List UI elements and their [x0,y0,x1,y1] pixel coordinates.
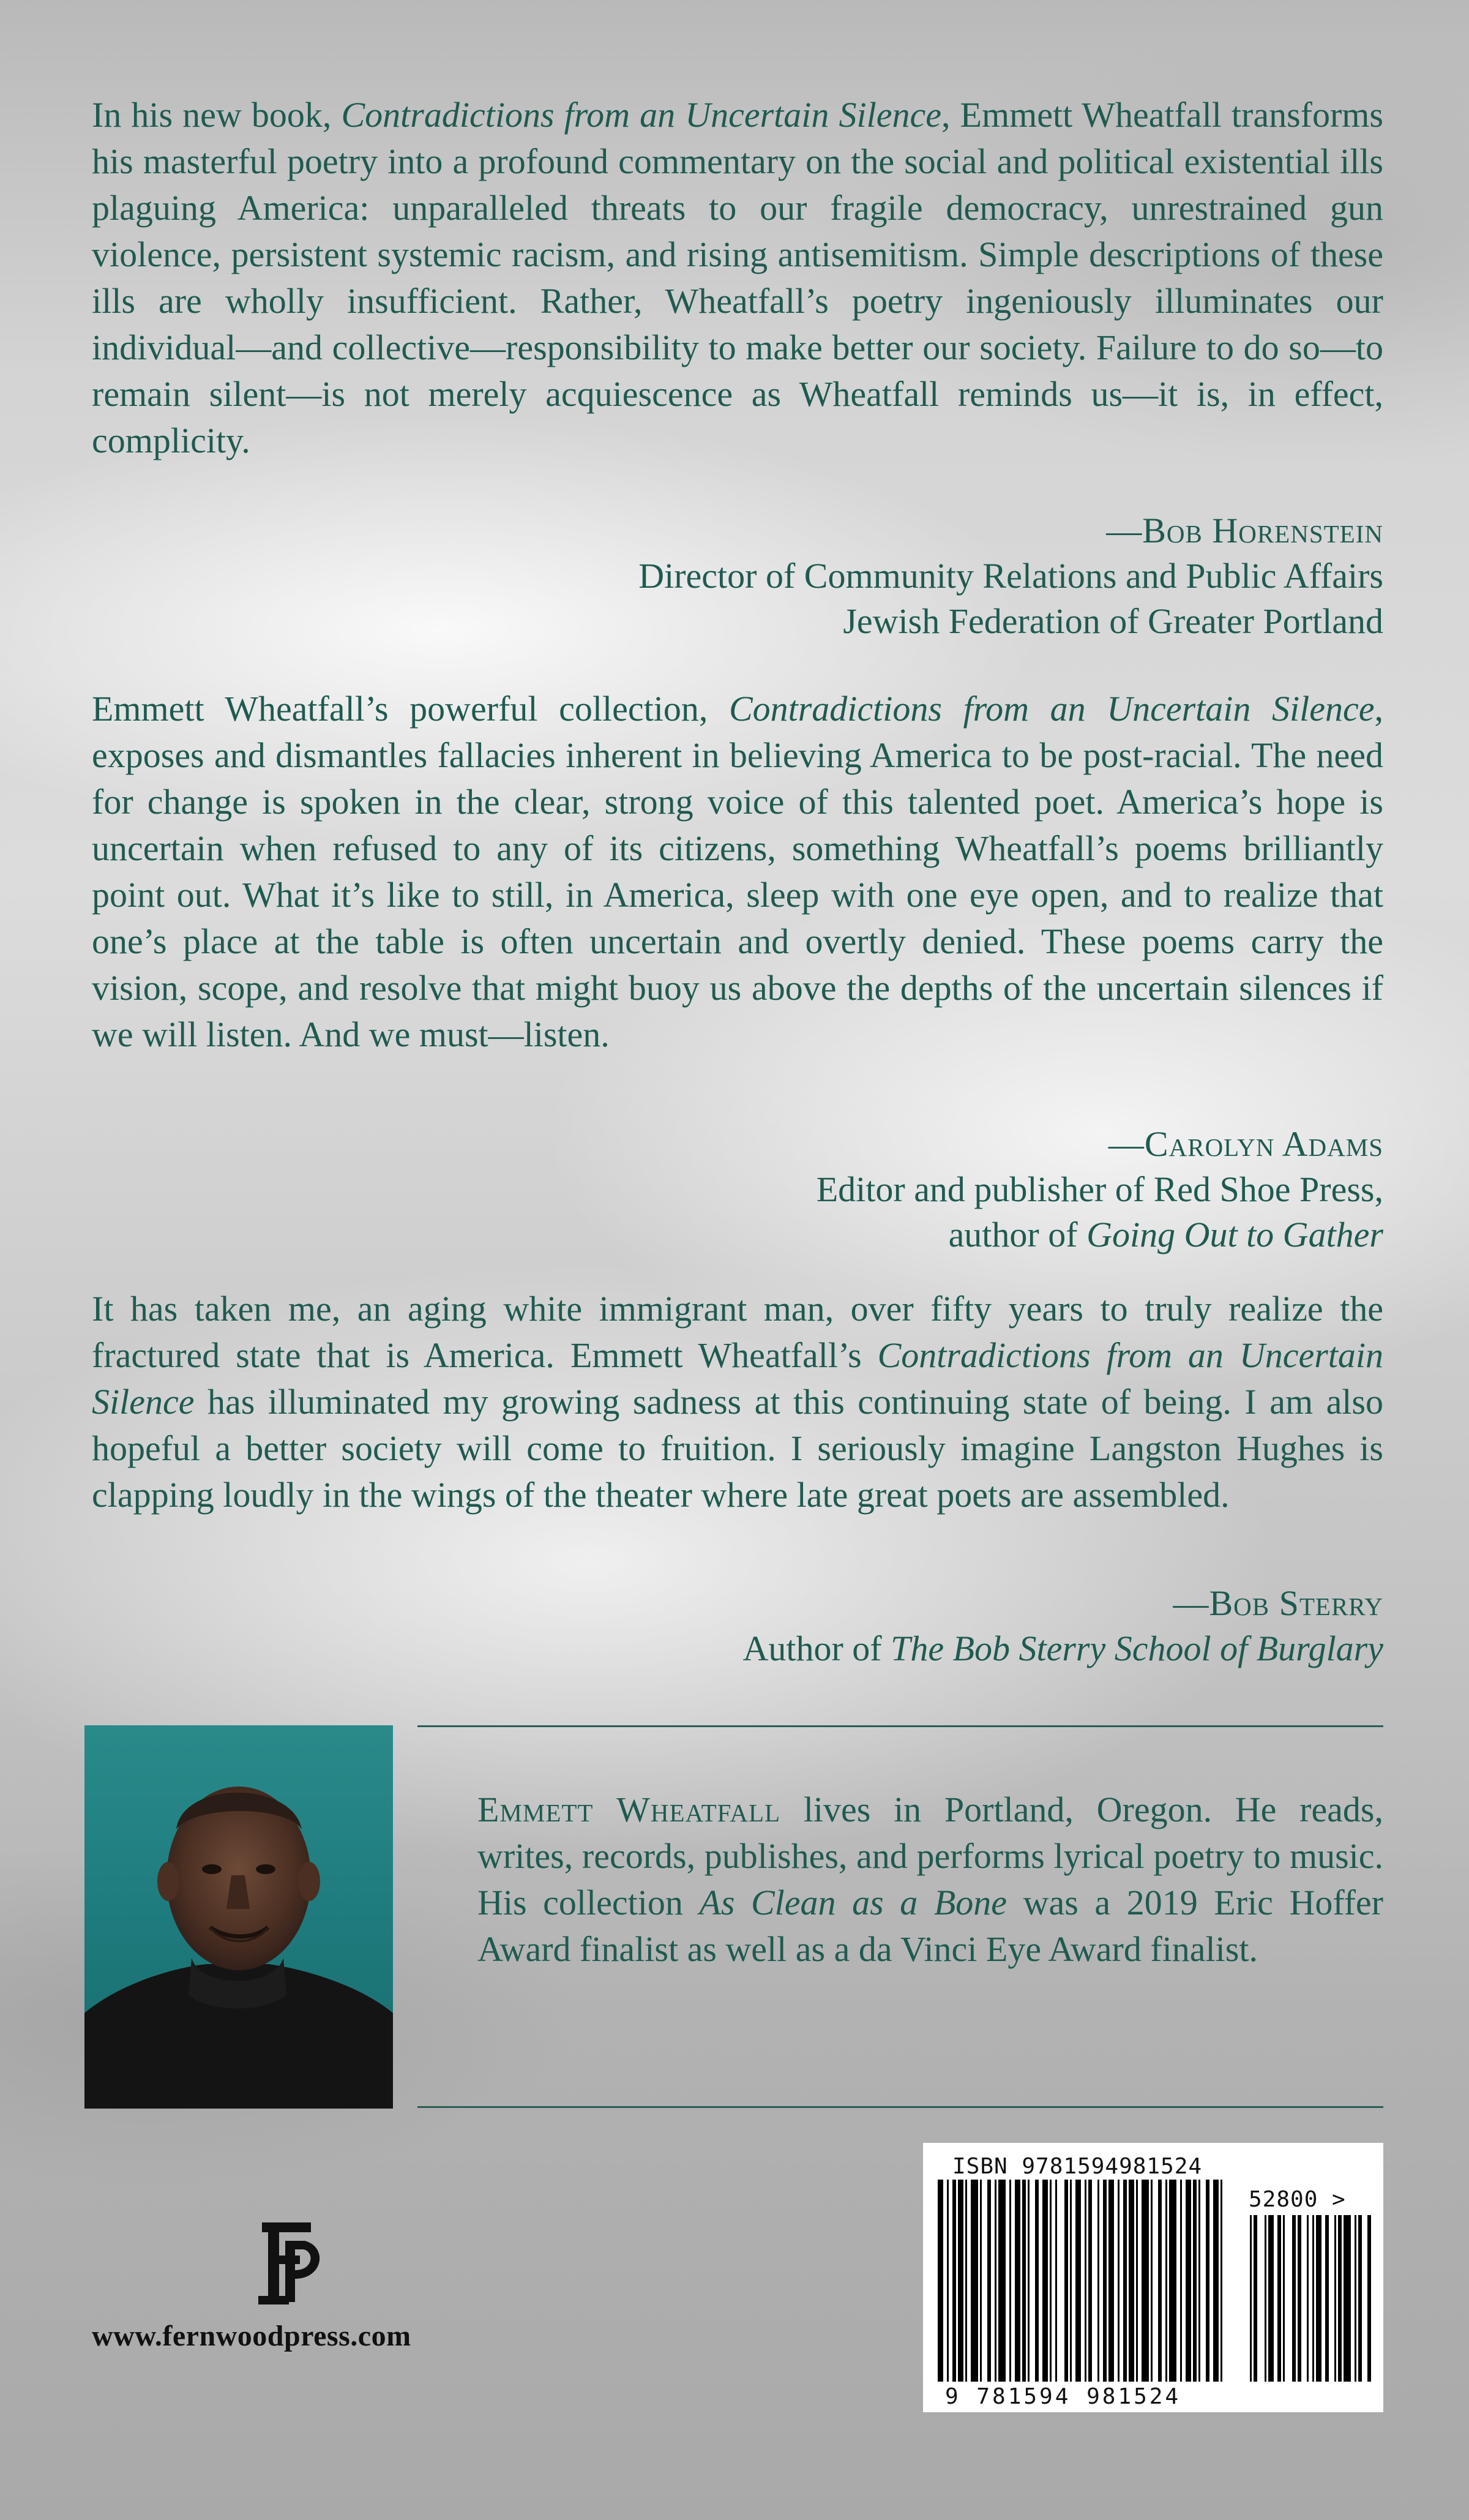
isbn-label: ISBN 9781594981524 [952,2154,1203,2179]
divider-bottom [417,2106,1383,2108]
fernwood-press-logo-icon [256,2210,335,2314]
barcode [923,2143,1383,2412]
reviewer-name: —Bob Sterry [1173,1583,1383,1623]
reviewer-name: —Carolyn Adams [1108,1124,1383,1164]
book-title: As Clean as a Bone [699,1883,1007,1922]
reviewer-credit: Author of The Bob Sterry School of Burglary [742,1629,1383,1668]
review-2-attribution [817,1122,1383,1258]
review-2-text: Emmett Wheatfall’s powerful collection, Contradictions from an Uncertain Silence, exposes and dismantles fallacies inherent in believing America to be post-racial. The need for change is spoken in the clear, strong voice of this talented poet. America’s hope is uncertain when refused to any of its citizens, something Wheatfall’s poems brilliantly point out. What it’s like to still, in America, sleep with one eye open, and to realize that one’s place at the table is often uncertain and overtly denied. These poems carry the vision, scope, and resolve that might buoy us above the depths of the uncertain silences if we will listen. And we must—listen. [92,689,1383,1054]
isbn-digits: 9 781594 981524 [945,2384,1181,2409]
divider-top [417,1725,1383,1727]
reviewer-title: Editor and publisher of Red Shoe Press, [816,1169,1383,1209]
review-3-text: It has taken me, an aging white immigrant man, over fifty years to truly realize the fractured state that is America. Emmett Wheatfall’s Contradictions from an Uncertain Silence has illuminated my growing sadness at this continuing state of being. I am also hopeful a better society will come to fruition. I seriously imagine Langston Hughes is clapping loudly in the wings of the theater where late great poets are assembled. [92,1289,1383,1515]
review-3 [92,1286,1383,1518]
reviewer-organization: Jewish Federation of Greater Portland [843,601,1383,641]
publisher-url[interactable]: www.fernwoodpress.com [92,2320,411,2352]
author-portrait-icon [84,1725,393,2109]
reviewer-name: —Bob Horenstein [1106,511,1383,550]
barcode-bars [923,2143,1383,2412]
author-name: Emmett Wheatfall [477,1790,781,1829]
review-1-text: In his new book, Contradictions from an Uncertain Silence, Emmett Wheatfall transforms his masterful poetry into a profound commentary on the social and political existential ills plaguing America: unparalleled threats to our fragile democracy, unrestrained gun violence, persistent systemic racism, and rising antisemitism. Simple descriptions of these ills are wholly insufficient. Rather, Wheatfall’s poetry ingeniously illuminates our individual—and collective—responsibility to make better our society. Failure to do so—to remain silent—is not merely acquiescence as Wheatfall reminds us—it is, in effect, complicity. [92,95,1383,460]
review-1 [92,92,1383,464]
reviewer-title: Director of Community Relations and Public Affairs [638,556,1383,596]
price-code: 52800 > [1249,2187,1346,2212]
author-bio: Emmett Wheatfall lives in Portland, Oregon. He reads, writes, records, publishes, and performs lyrical poetry to music. His collection As Clean as a Bone was a 2019 Eric Hoffer Award finalist as well as a da Vinci Eye Award finalist. [477,1790,1383,1969]
review-1-attribution [638,508,1383,644]
review-3-attribution [742,1581,1383,1671]
review-2 [92,686,1383,1058]
reviewer-credit: author of Going Out to Gather [948,1215,1383,1254]
author-portrait [84,1725,393,2109]
